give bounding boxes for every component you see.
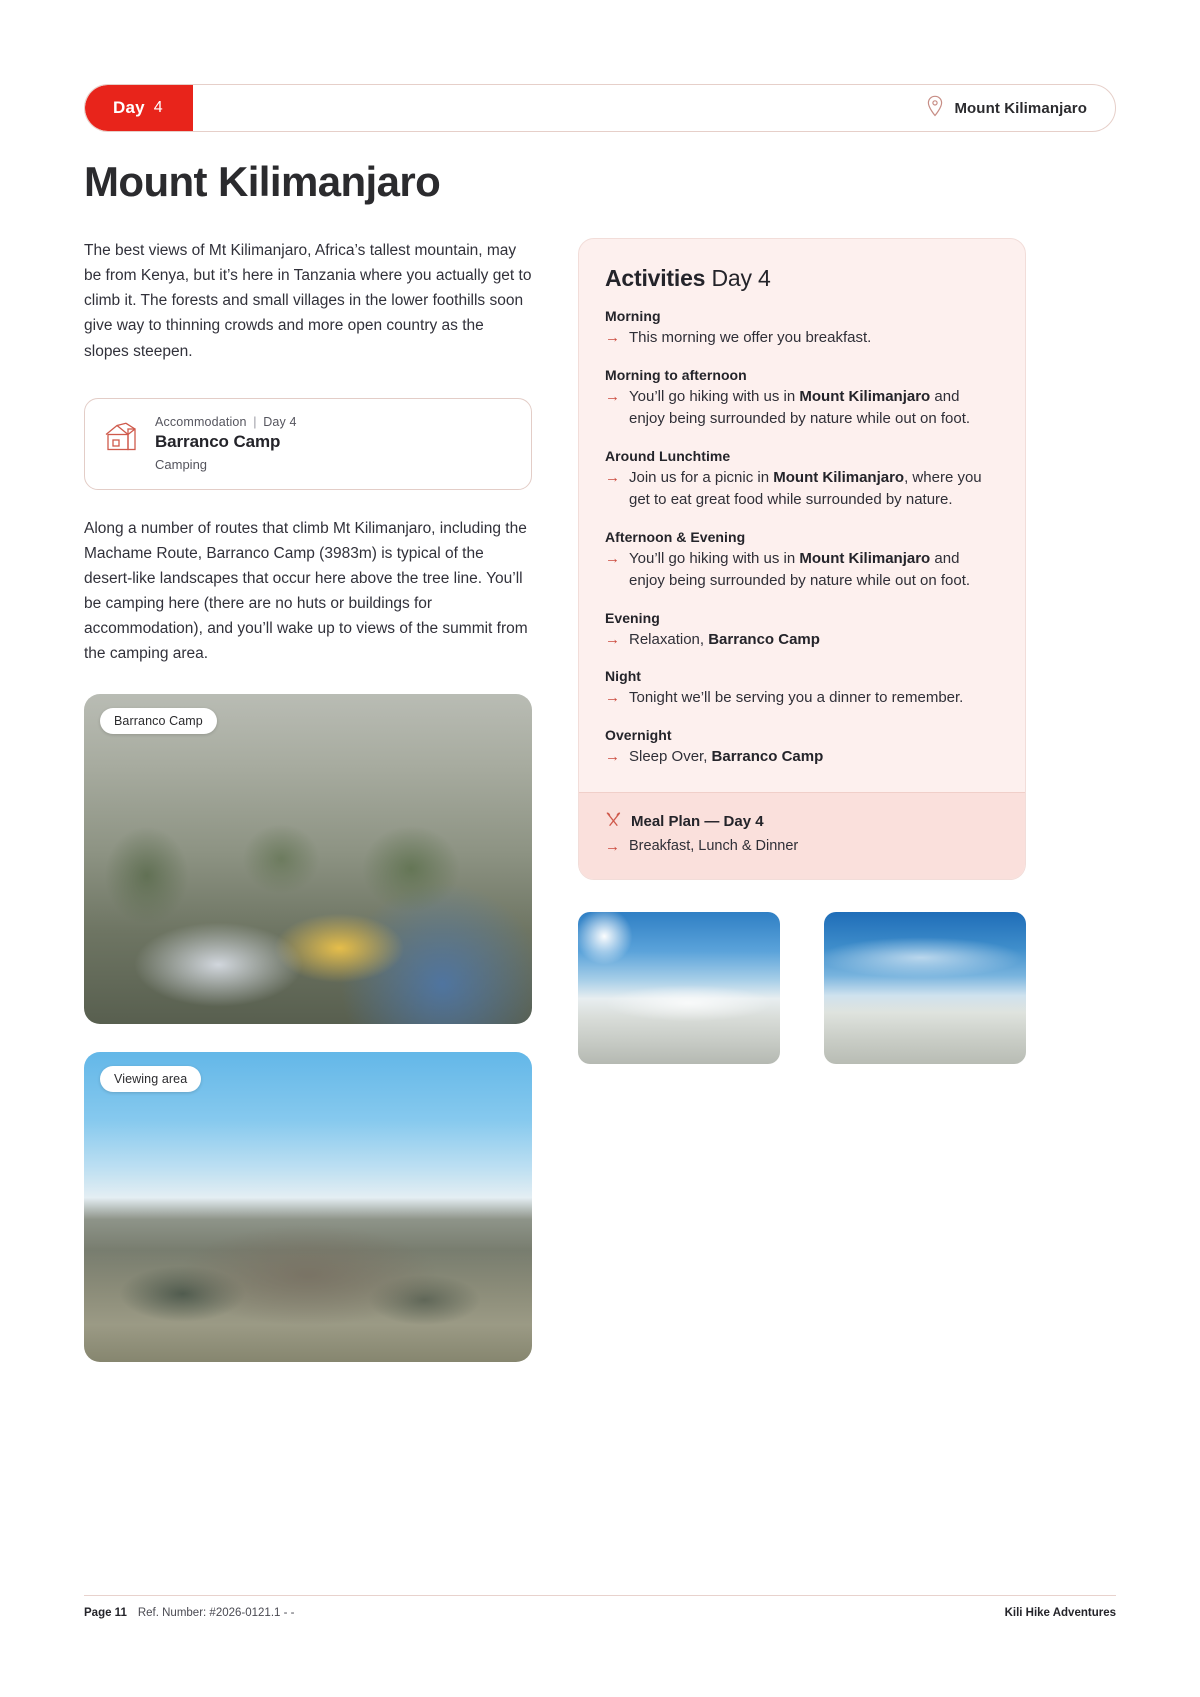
photo-caption-badge: Viewing area — [100, 1066, 201, 1092]
activities-panel — [578, 238, 1026, 880]
activity-label: Afternoon & Evening — [605, 528, 746, 545]
arrow-right-icon: → — [605, 689, 620, 707]
photo-caption-badge: Barranco Camp — [100, 708, 217, 734]
activity-text: Join us for a picnic in Mount Kilimanjaro, where you get to eat great food while surrounded by nature. — [629, 468, 982, 509]
activity-group — [605, 727, 999, 769]
day-header-bar — [84, 84, 1116, 132]
header-location-label: Mount Kilimanjaro — [954, 99, 1087, 117]
activities-list — [579, 239, 1025, 792]
activity-text: Tonight we’ll be serving you a dinner to remember. — [629, 689, 964, 707]
page-title: Mount Kilimanjaro — [84, 158, 441, 205]
accommodation-separator: | — [253, 414, 257, 429]
arrow-right-icon: → — [605, 747, 620, 765]
day-badge-label: Day — [113, 98, 145, 117]
crossed-utensils-icon — [605, 811, 622, 832]
meal-plan-section — [579, 792, 1025, 879]
left-column — [84, 238, 532, 1362]
arrow-right-icon: → — [605, 549, 620, 567]
activity-row — [605, 548, 999, 593]
intro-paragraph: The best views of Mt Kilimanjaro, Africa’s tallest mountain, may be from Kenya, but it’s here in Tanzania where you actually get to climb it. The forests and small villages in the lower foothills soon give way to thinning crowds and more open country as the slopes steepen. — [84, 242, 532, 360]
activity-group — [605, 308, 999, 350]
accommodation-card — [84, 398, 532, 490]
right-column — [578, 238, 1026, 1064]
activity-group — [605, 367, 999, 431]
meal-plan-row — [605, 836, 999, 859]
activity-row — [605, 327, 999, 350]
accommodation-day: Day 4 — [263, 414, 297, 429]
accommodation-type: Camping — [155, 456, 208, 472]
footer-page-number: Page 11 — [84, 1607, 127, 1619]
activities-title — [605, 265, 999, 292]
activities-title-day: Day 4 — [711, 265, 771, 292]
photo-viewing-area — [84, 1052, 532, 1362]
activity-label: Morning — [605, 308, 661, 325]
footer-reference: Ref. Number: #2026-0121.1 - - — [137, 1607, 295, 1619]
arrow-right-icon: → — [605, 468, 620, 486]
meal-plan-text: Breakfast, Lunch & Dinner — [629, 838, 799, 855]
arrow-right-icon: → — [605, 630, 620, 648]
meal-plan-heading — [605, 811, 999, 832]
accommodation-meta — [155, 415, 297, 429]
thumbnail-summit-snowfield — [578, 912, 780, 1064]
activity-row — [605, 629, 999, 652]
meal-plan-title: Meal Plan — Day 4 — [631, 813, 764, 831]
map-pin-icon — [926, 95, 944, 122]
activity-text: This morning we offer you breakfast. — [629, 329, 872, 347]
body-paragraph: Along a number of routes that climb Mt Kilimanjaro, including the Machame Route, Barranco Camp (3983m) is typical of the desert-like landscapes that occur here above the tree line. You’ll be camping here (there are no huts or buildings for accommodation), and you’ll wake up to views of the summit from the camping area. — [84, 519, 528, 663]
activity-label: Night — [605, 668, 642, 685]
page-footer — [84, 1595, 1116, 1619]
arrow-right-icon: → — [605, 387, 620, 405]
day-badge — [85, 85, 193, 131]
arrow-right-icon: → — [605, 838, 620, 856]
activity-group — [605, 529, 999, 593]
header-location — [926, 85, 1115, 131]
accommodation-details — [155, 415, 297, 472]
activity-group — [605, 668, 999, 710]
activity-text: Relaxation, Barranco Camp — [629, 630, 820, 648]
day-header-spacer — [193, 85, 927, 131]
activity-text: You’ll go hiking with us in Mount Kilimanjaro and enjoy being surrounded by nature while out on foot. — [629, 387, 971, 428]
content-columns — [84, 238, 1116, 1362]
activity-text: Sleep Over, Barranco Camp — [629, 747, 824, 765]
footer-brand: Kili Hike Adventures — [1004, 1607, 1116, 1619]
activity-label: Evening — [605, 609, 660, 626]
activity-group — [605, 448, 999, 512]
photo-barranco-camp — [84, 694, 532, 1024]
accommodation-kind: Accommodation — [155, 414, 247, 429]
activity-label: Overnight — [605, 726, 672, 743]
thumbnail-glacier-clouds — [824, 912, 1026, 1064]
day-badge-number: 4 — [153, 99, 163, 116]
activity-text: You’ll go hiking with us in Mount Kilimanjaro and enjoy being surrounded by nature while out on foot. — [629, 549, 971, 590]
activities-title-bold: Activities — [605, 265, 706, 292]
accommodation-name: Barranco Camp — [155, 431, 281, 451]
activity-row — [605, 467, 999, 512]
lodge-house-icon — [103, 415, 139, 459]
activity-label: Morning to afternoon — [605, 366, 747, 383]
footer-left — [84, 1607, 294, 1619]
activity-group — [605, 610, 999, 652]
activity-row — [605, 746, 999, 769]
activity-row — [605, 687, 999, 710]
arrow-right-icon: → — [605, 329, 620, 347]
thumbnail-row — [578, 912, 1026, 1064]
activity-label: Around Lunchtime — [605, 447, 731, 464]
activity-row — [605, 386, 999, 431]
